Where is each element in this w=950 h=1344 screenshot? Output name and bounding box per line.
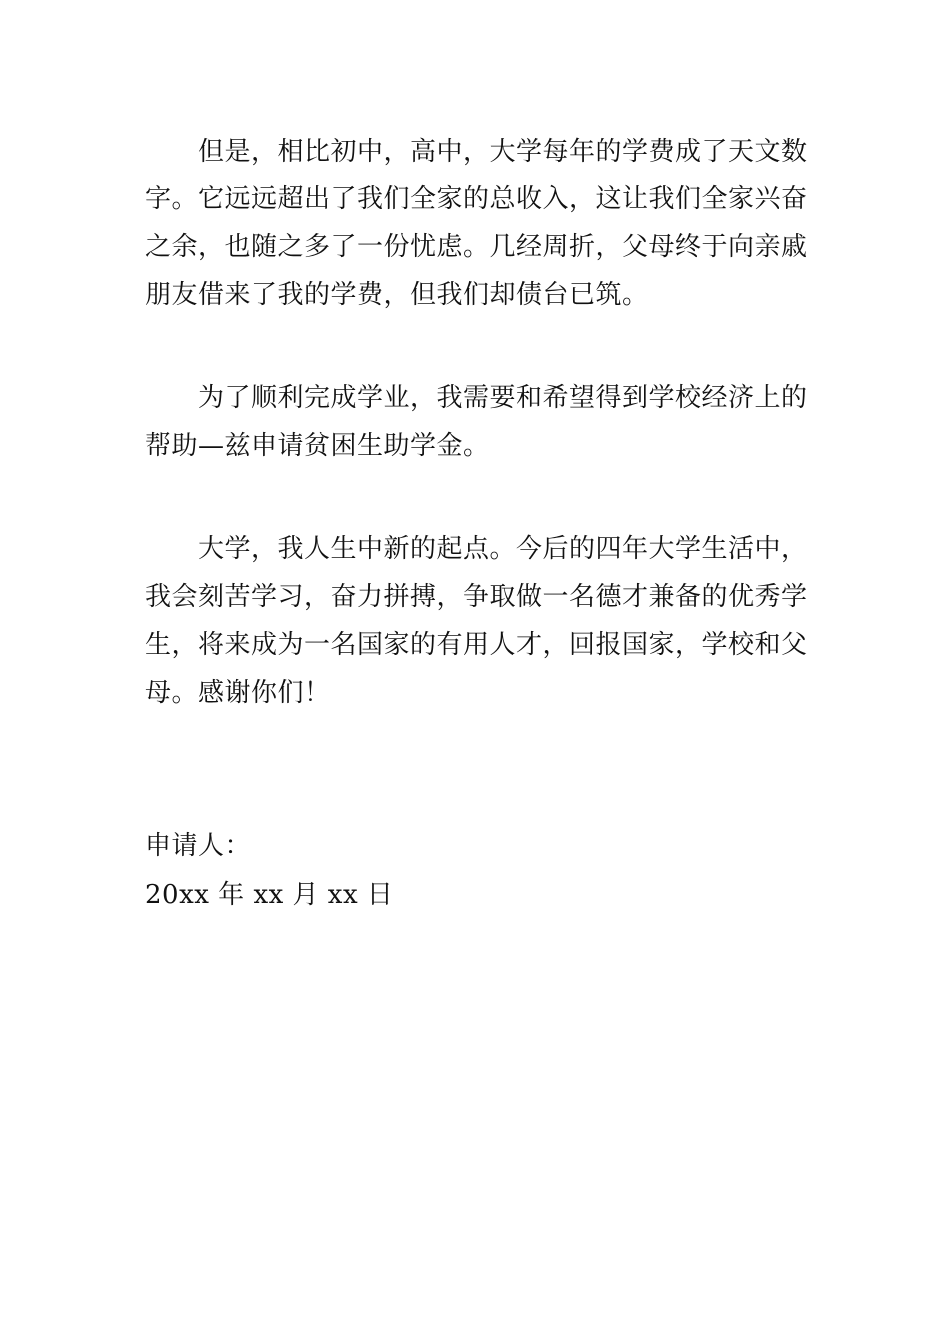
paragraph-line: 母。感谢你们！ <box>145 678 331 708</box>
paragraph-line: 为了顺利完成学业，我需要和希望得到学校经济上的 <box>198 383 808 413</box>
paragraph-line: 我会刻苦学习，奋力拼搏，争取做一名德才兼备的优秀学 <box>145 582 808 612</box>
paragraph-line: 生，将来成为一名国家的有用人才，回报国家，学校和父 <box>145 630 808 660</box>
paragraph-line: 大学，我人生中新的起点。今后的四年大学生活中， <box>198 534 808 564</box>
paragraph-line: 帮助—兹申请贫困生助学金。 <box>145 431 490 461</box>
date-line: 20xx 年 xx 月 xx 日 <box>145 880 394 910</box>
paragraph-line: 字。它远远超出了我们全家的总收入，这让我们全家兴奋 <box>145 184 808 214</box>
paragraph-line: 但是，相比初中，高中，大学每年的学费成了天文数 <box>198 137 808 167</box>
paragraph-line: 朋友借来了我的学费，但我们却债台已筑。 <box>145 280 649 310</box>
applicant-label: 申请人： <box>145 831 252 861</box>
paragraph-line: 之余，也随之多了一份忧虑。几经周折，父母终于向亲戚 <box>145 232 808 262</box>
